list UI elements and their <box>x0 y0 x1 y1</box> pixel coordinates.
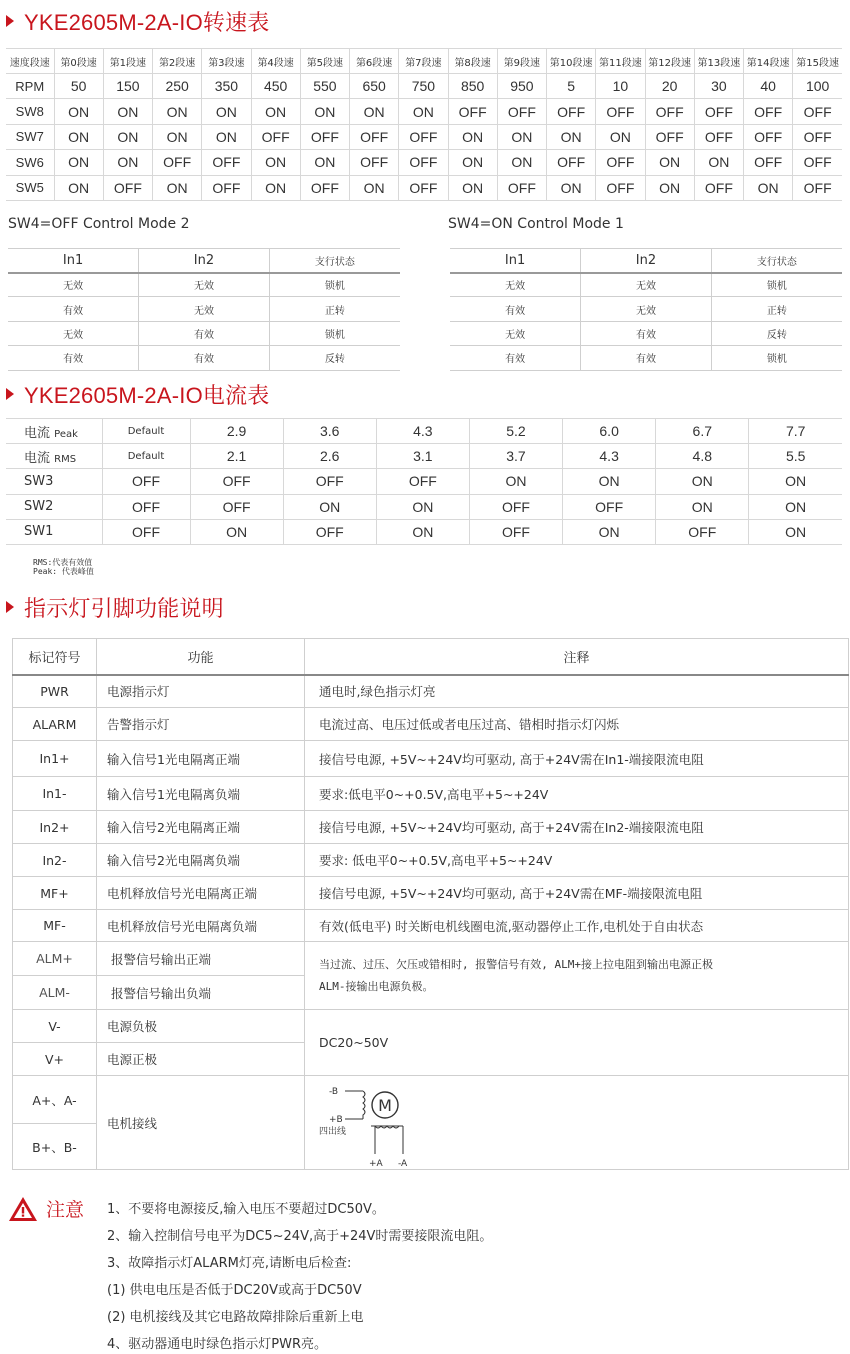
warning-note-item: 3、故障指示灯ALARM灯亮,请断电后检查: <box>107 1256 352 1271</box>
pin-symbol: PWR <box>13 675 97 708</box>
table-cell: 750 <box>399 74 448 99</box>
table-cell: 2.9 <box>190 419 283 444</box>
header-cell: 标记符号 <box>13 639 97 675</box>
table-cell: ON <box>54 175 103 200</box>
table-cell: ON <box>202 99 251 124</box>
mode1-header <box>450 249 842 273</box>
current-table <box>6 418 842 545</box>
pin-symbol: MF+ <box>13 877 97 910</box>
pin-function: 电源负极 <box>97 1010 305 1043</box>
section-title-text: YKE2605M-2A-IO转速表 <box>24 9 270 35</box>
pin-function: 输入信号2光电隔离负端 <box>97 844 305 877</box>
section-title-pins <box>6 592 224 622</box>
triangle-bullet-icon <box>6 388 14 400</box>
b-minus-label: -B <box>329 1086 339 1097</box>
table-row <box>13 741 849 777</box>
table-cell: 锁机 <box>711 346 842 370</box>
warning-note-item: (2) 电机接线及其它电路故障排除后重新上电 <box>107 1310 364 1325</box>
table-cell: 850 <box>448 74 497 99</box>
table-cell: OFF <box>793 124 842 149</box>
header-cell: 第0段速 <box>54 49 103 74</box>
table-cell: ON <box>563 519 656 544</box>
pin-function: 告警指示灯 <box>97 708 305 741</box>
table-row <box>450 321 842 345</box>
table-cell: 5.5 <box>749 444 842 469</box>
table-cell: 650 <box>350 74 399 99</box>
table-cell: 正转 <box>711 297 842 321</box>
table-row <box>13 675 849 708</box>
table-cell: OFF <box>399 150 448 175</box>
section-title-text: 指示灯引脚功能说明 <box>24 595 224 621</box>
table-cell: 150 <box>103 74 152 99</box>
alm-note-line-1: 当过流、过压、欠压或错相时, 报警信号有效, ALM+接上拉电阻到输出电源正极 <box>319 957 713 971</box>
table-row <box>6 175 842 200</box>
mode2-header <box>8 249 400 273</box>
table-cell: ON <box>202 124 251 149</box>
table-row <box>13 708 849 741</box>
table-cell: OFF <box>190 494 283 519</box>
row-label: SW7 <box>6 124 54 149</box>
table-cell: OFF <box>645 99 694 124</box>
table-cell: ON <box>656 469 749 494</box>
row-label <box>6 419 102 444</box>
pin-note: 有效(低电平) 时关断电机线圈电流,驱动器停止工作,电机处于自由状态 <box>305 910 849 942</box>
table-cell: ON <box>350 99 399 124</box>
table-cell: ON <box>300 150 349 175</box>
pin-symbol: V+ <box>13 1043 97 1076</box>
pin-function: 输入信号1光电隔离负端 <box>97 777 305 811</box>
header-cell: In2 <box>139 249 270 273</box>
table-cell: OFF <box>202 150 251 175</box>
header-cell: 速度段速 <box>6 49 54 74</box>
table-row <box>6 469 842 494</box>
table-cell: ON <box>103 99 152 124</box>
pin-symbol: In1- <box>13 777 97 811</box>
pin-table-header <box>13 639 849 675</box>
pin-note: 接信号电源, +5V~+24V均可驱动, 高于+24V需在MF-端接限流电阻 <box>305 877 849 910</box>
table-row <box>6 419 842 444</box>
table-cell: ON <box>251 175 300 200</box>
table-cell: OFF <box>300 124 349 149</box>
table-cell: 无效 <box>450 321 581 345</box>
pin-symbol: In1+ <box>13 741 97 777</box>
table-row <box>13 910 849 942</box>
pin-note: 接信号电源, +5V~+24V均可驱动, 高于+24V需在In1-端接限流电阻 <box>305 741 849 777</box>
a-minus-label: -A <box>398 1158 408 1168</box>
row-label-text: SW3 <box>24 473 54 489</box>
table-row <box>13 1076 849 1124</box>
table-cell: OFF <box>283 469 376 494</box>
table-cell: OFF <box>547 150 596 175</box>
table-cell: 50 <box>54 74 103 99</box>
table-cell: 无效 <box>139 297 270 321</box>
table-cell: 6.0 <box>563 419 656 444</box>
row-label-sub: Peak <box>54 428 78 440</box>
table-cell: 5.2 <box>469 419 562 444</box>
row-label-text: 电流 <box>24 450 51 466</box>
table-cell: OFF <box>694 175 743 200</box>
table-cell: ON <box>399 99 448 124</box>
pin-function: 输入信号1光电隔离正端 <box>97 741 305 777</box>
header-cell: 第8段速 <box>448 49 497 74</box>
table-cell: 有效 <box>581 321 712 345</box>
table-cell: ON <box>350 175 399 200</box>
table-cell: 4.3 <box>563 444 656 469</box>
table-cell: OFF <box>744 150 793 175</box>
table-cell: ON <box>283 494 376 519</box>
table-cell: 锁机 <box>711 273 842 297</box>
header-cell: 第6段速 <box>350 49 399 74</box>
table-cell: ON <box>300 99 349 124</box>
table-cell: ON <box>656 494 749 519</box>
table-cell: OFF <box>793 150 842 175</box>
table-cell: ON <box>497 124 546 149</box>
table-cell: 无效 <box>139 273 270 297</box>
pin-function: 电机释放信号光电隔离正端 <box>97 877 305 910</box>
table-cell: 无效 <box>581 273 712 297</box>
table-row <box>13 942 849 976</box>
table-row <box>6 150 842 175</box>
table-cell: ON <box>54 124 103 149</box>
table-cell: OFF <box>283 519 376 544</box>
triangle-bullet-icon <box>6 15 14 27</box>
table-row <box>13 777 849 811</box>
table-cell: 有效 <box>450 346 581 370</box>
row-label-text: SW1 <box>24 524 54 540</box>
table-cell: OFF <box>103 175 152 200</box>
table-cell: ON <box>153 175 202 200</box>
table-row <box>13 1010 849 1043</box>
table-cell: 反转 <box>711 321 842 345</box>
table-cell: ON <box>153 124 202 149</box>
warning-note-item: 2、输入控制信号电平为DC5~24V,高于+24V时需要接限流电阻。 <box>107 1229 493 1244</box>
table-cell: ON <box>103 124 152 149</box>
table-cell: OFF <box>350 150 399 175</box>
header-cell: 第2段速 <box>153 49 202 74</box>
header-cell: 第5段速 <box>300 49 349 74</box>
alm-note-line-2: ALM-接输出电源负极。 <box>319 979 434 993</box>
pin-function: 电机接线 <box>97 1076 305 1170</box>
header-cell: In1 <box>8 249 139 273</box>
table-cell: OFF <box>251 124 300 149</box>
motor-wiring-diagram <box>313 1078 443 1168</box>
table-cell: OFF <box>744 124 793 149</box>
four-wire-caption: 四出线 <box>319 1126 347 1137</box>
pin-function: 输入信号2光电隔离正端 <box>97 811 305 844</box>
table-cell: OFF <box>793 99 842 124</box>
row-label <box>6 444 102 469</box>
table-cell: ON <box>103 150 152 175</box>
table-cell: ON <box>645 175 694 200</box>
table-cell: ON <box>547 175 596 200</box>
pin-symbol: A+、A- <box>13 1076 97 1124</box>
table-cell: 有效 <box>8 297 139 321</box>
warning-note-item: 1、不要将电源接反,输入电压不要超过DC50V。 <box>107 1202 385 1217</box>
table-cell: 20 <box>645 74 694 99</box>
header-cell: 第13段速 <box>694 49 743 74</box>
table-row <box>13 877 849 910</box>
header-cell: 第7段速 <box>399 49 448 74</box>
table-row <box>13 811 849 844</box>
table-cell: 有效 <box>139 346 270 370</box>
table-cell: 有效 <box>139 321 270 345</box>
a-plus-label: +A <box>369 1158 383 1168</box>
table-cell: 450 <box>251 74 300 99</box>
warning-title: 注意 <box>46 1199 85 1221</box>
table-cell: ON <box>749 469 842 494</box>
table-cell: Default <box>102 444 190 469</box>
mode2-title: SW4=OFF Control Mode 2 <box>8 216 190 232</box>
table-row <box>450 273 842 297</box>
row-label-sub: RMS <box>54 453 77 465</box>
table-cell: 550 <box>300 74 349 99</box>
warning-triangle-icon <box>8 1196 38 1222</box>
header-cell: 支行状态 <box>269 249 400 273</box>
table-cell: OFF <box>399 175 448 200</box>
table-cell: ON <box>596 124 645 149</box>
section-title-text: YKE2605M-2A-IO电流表 <box>24 382 270 408</box>
pin-symbol: In2- <box>13 844 97 877</box>
warning-note-item: (1) 供电电压是否低于DC20V或高于DC50V <box>107 1283 362 1298</box>
pin-function: 电源正极 <box>97 1043 305 1076</box>
table-row <box>450 346 842 370</box>
pin-function: 报警信号输出负端 <box>97 976 305 1010</box>
rms-note: RMS:代表有效值 <box>33 558 93 567</box>
table-cell: 反转 <box>269 346 400 370</box>
table-cell: ON <box>251 150 300 175</box>
pin-symbol: ALM- <box>13 976 97 1010</box>
table-cell: OFF <box>102 494 190 519</box>
table-cell: OFF <box>744 99 793 124</box>
header-cell: 第9段速 <box>497 49 546 74</box>
table-row <box>450 297 842 321</box>
table-cell: OFF <box>656 519 749 544</box>
row-label-text: SW2 <box>24 499 54 515</box>
row-label <box>6 469 102 494</box>
table-row <box>6 494 842 519</box>
warning-notes <box>107 1196 492 1354</box>
table-row <box>6 124 842 149</box>
peak-note: Peak: 代表峰值 <box>33 567 94 576</box>
table-cell: OFF <box>694 124 743 149</box>
header-cell: 功能 <box>97 639 305 675</box>
table-cell: OFF <box>102 469 190 494</box>
pin-note: DC20~50V <box>305 1010 849 1076</box>
header-cell: 注释 <box>305 639 849 675</box>
table-cell: 250 <box>153 74 202 99</box>
table-cell: OFF <box>547 99 596 124</box>
motor-letter: M <box>378 1095 392 1115</box>
pin-note: 要求:低电平0~+0.5V,高电平+5~+24V <box>305 777 849 811</box>
row-label: SW6 <box>6 150 54 175</box>
pin-symbol: ALM+ <box>13 942 97 976</box>
table-cell: 4.8 <box>656 444 749 469</box>
table-cell: OFF <box>376 469 469 494</box>
table-cell: OFF <box>350 124 399 149</box>
table-cell: OFF <box>645 124 694 149</box>
table-cell: OFF <box>497 175 546 200</box>
table-cell: OFF <box>202 175 251 200</box>
table-cell: OFF <box>497 99 546 124</box>
motor-diagram-cell <box>305 1076 849 1170</box>
table-cell: OFF <box>596 99 645 124</box>
table-cell: 30 <box>694 74 743 99</box>
row-label <box>6 494 102 519</box>
table-row <box>6 519 842 544</box>
pin-note: 要求: 低电平0~+0.5V,高电平+5~+24V <box>305 844 849 877</box>
pin-symbol: ALARM <box>13 708 97 741</box>
header-cell: 第12段速 <box>645 49 694 74</box>
table-cell: 3.7 <box>469 444 562 469</box>
table-cell: 7.7 <box>749 419 842 444</box>
table-cell: 3.6 <box>283 419 376 444</box>
table-cell: ON <box>547 124 596 149</box>
table-cell: 有效 <box>581 346 712 370</box>
table-cell: OFF <box>596 150 645 175</box>
pin-function: 电源指示灯 <box>97 675 305 708</box>
table-cell: ON <box>563 469 656 494</box>
table-cell: ON <box>645 150 694 175</box>
header-cell: 第15段速 <box>793 49 842 74</box>
table-row <box>8 321 400 345</box>
header-cell: 第1段速 <box>103 49 152 74</box>
table-cell: OFF <box>102 519 190 544</box>
table-cell: OFF <box>190 469 283 494</box>
table-cell: 10 <box>596 74 645 99</box>
triangle-bullet-icon <box>6 601 14 613</box>
header-cell: 第4段速 <box>251 49 300 74</box>
pin-symbol: MF- <box>13 910 97 942</box>
header-cell: In2 <box>581 249 712 273</box>
table-cell: ON <box>54 150 103 175</box>
header-cell: 第3段速 <box>202 49 251 74</box>
table-row <box>8 273 400 297</box>
pin-function: 报警信号输出正端 <box>97 942 305 976</box>
table-cell: OFF <box>793 175 842 200</box>
table-row <box>8 346 400 370</box>
speed-table <box>6 48 842 201</box>
table-cell: 无效 <box>8 273 139 297</box>
table-cell: OFF <box>153 150 202 175</box>
table-cell: OFF <box>300 175 349 200</box>
table-cell: 950 <box>497 74 546 99</box>
table-row <box>6 74 842 99</box>
row-label: SW5 <box>6 175 54 200</box>
mode1-title: SW4=ON Control Mode 1 <box>448 216 624 232</box>
table-cell: 40 <box>744 74 793 99</box>
table-cell: ON <box>749 519 842 544</box>
table-cell: 5 <box>547 74 596 99</box>
pin-symbol: V- <box>13 1010 97 1043</box>
row-label: SW8 <box>6 99 54 124</box>
table-cell: ON <box>54 99 103 124</box>
table-cell: ON <box>376 519 469 544</box>
table-cell: ON <box>469 469 562 494</box>
mode2-table <box>8 248 400 371</box>
warning-note-item: 4、驱动器通电时绿色指示灯PWR亮。 <box>107 1337 327 1352</box>
header-cell: 第11段速 <box>596 49 645 74</box>
table-cell: ON <box>251 99 300 124</box>
table-cell: 350 <box>202 74 251 99</box>
table-cell: 正转 <box>269 297 400 321</box>
table-cell: 有效 <box>450 297 581 321</box>
table-cell: 100 <box>793 74 842 99</box>
table-cell: 6.7 <box>656 419 749 444</box>
row-label: RPM <box>6 74 54 99</box>
section-title-current <box>6 379 269 409</box>
pin-note: 电流过高、电压过低或者电压过高、错相时指示灯闪烁 <box>305 708 849 741</box>
pin-function: 电机释放信号光电隔离负端 <box>97 910 305 942</box>
header-cell: 第10段速 <box>547 49 596 74</box>
warning-label <box>8 1195 84 1222</box>
table-cell: ON <box>190 519 283 544</box>
speed-table-header <box>6 49 842 74</box>
table-row <box>8 297 400 321</box>
table-cell: 无效 <box>8 321 139 345</box>
table-cell: OFF <box>596 175 645 200</box>
table-cell: 有效 <box>8 346 139 370</box>
table-cell: ON <box>448 175 497 200</box>
table-cell: OFF <box>469 519 562 544</box>
table-row <box>13 844 849 877</box>
table-cell: 2.1 <box>190 444 283 469</box>
table-cell: ON <box>694 150 743 175</box>
table-cell: Default <box>102 419 190 444</box>
table-cell: OFF <box>694 99 743 124</box>
pin-symbol: In2+ <box>13 811 97 844</box>
table-cell: 锁机 <box>269 273 400 297</box>
table-cell: 锁机 <box>269 321 400 345</box>
table-cell: 2.6 <box>283 444 376 469</box>
table-cell: OFF <box>399 124 448 149</box>
table-cell: 4.3 <box>376 419 469 444</box>
header-cell: 支行状态 <box>711 249 842 273</box>
table-cell: 无效 <box>450 273 581 297</box>
section-title-speed <box>6 6 269 36</box>
table-cell: ON <box>153 99 202 124</box>
table-cell: ON <box>749 494 842 519</box>
table-cell: OFF <box>469 494 562 519</box>
table-cell: OFF <box>563 494 656 519</box>
row-label-text: 电流 <box>24 425 51 441</box>
table-cell: ON <box>448 124 497 149</box>
table-cell: 3.1 <box>376 444 469 469</box>
table-row <box>6 444 842 469</box>
table-cell: 无效 <box>581 297 712 321</box>
table-cell: ON <box>448 150 497 175</box>
pin-note <box>305 942 849 1010</box>
table-row <box>6 99 842 124</box>
row-label <box>6 519 102 544</box>
pin-function-table <box>12 638 849 1170</box>
pin-note: 通电时,绿色指示灯亮 <box>305 675 849 708</box>
pin-note: 接信号电源, +5V~+24V均可驱动, 高于+24V需在In2-端接限流电阻 <box>305 811 849 844</box>
table-cell: ON <box>376 494 469 519</box>
header-cell: 第14段速 <box>744 49 793 74</box>
table-cell: OFF <box>448 99 497 124</box>
b-plus-label: +B <box>329 1114 343 1125</box>
mode1-table <box>450 248 842 371</box>
pin-symbol: B+、B- <box>13 1124 97 1170</box>
header-cell: In1 <box>450 249 581 273</box>
table-cell: ON <box>744 175 793 200</box>
table-cell: ON <box>497 150 546 175</box>
